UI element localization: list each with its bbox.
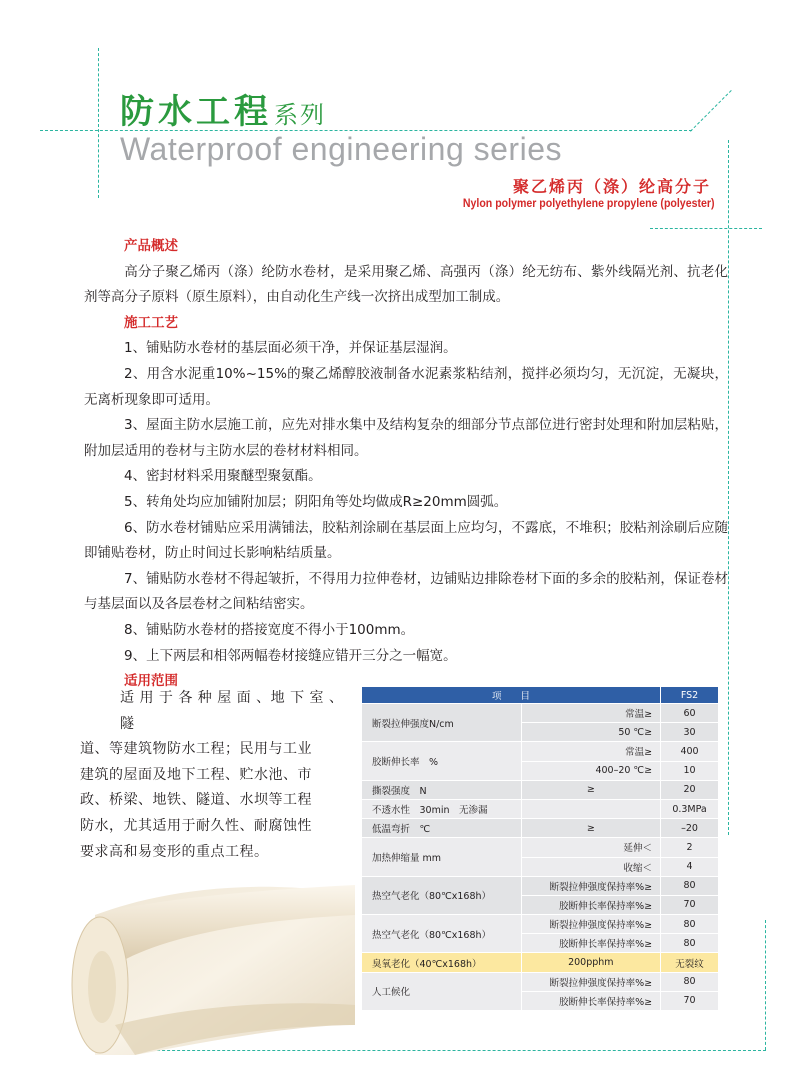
table-row xyxy=(362,704,719,723)
product-name-english: Nylon polymer polyethylene propylene (polyester) xyxy=(463,198,715,210)
process-step-1 xyxy=(84,336,728,362)
page-title-english: Waterproof engineering series xyxy=(120,131,562,167)
frame-dashed-line-left-top xyxy=(98,48,99,198)
table-row xyxy=(362,915,719,934)
main-content xyxy=(84,234,728,695)
table-cell-cond: 收缩＜ xyxy=(521,857,661,876)
process-step-8 xyxy=(84,618,728,644)
process-step-text: 1、铺贴防水卷材的基层面必须干净，并保证基层湿润。 xyxy=(124,340,457,357)
table-cell-cond: 常温≥ xyxy=(521,742,661,761)
table-cell-value: 2 xyxy=(661,838,719,857)
table-cell-cond: 断裂拉伸强度保持率%≥ xyxy=(521,876,661,895)
table-header-value: FS2 xyxy=(661,687,719,704)
process-step-text: 2、用含水泥重10%~15%的聚乙烯醇胶液制备水泥素浆粘结剂，搅拌必须均匀，无沉淀，无凝块，无离析现象即可适用。 xyxy=(84,365,728,408)
table-cell-value: 0.3MPa xyxy=(661,799,719,818)
table-row xyxy=(362,799,719,818)
table-row xyxy=(362,780,719,799)
table-cell-cond: 胶断伸长率保持率%≥ xyxy=(521,934,661,953)
process-step-text: 5、转角处均应加铺附加层；阴阳角等处均做成R≥20mm圆弧。 xyxy=(124,493,508,510)
scope-line: 防水，尤其适用于耐久性、耐腐蚀性 xyxy=(80,817,312,834)
table-cell-name: 撕裂强度 N xyxy=(362,780,522,799)
process-heading: 施工工艺 xyxy=(124,314,178,331)
page-title xyxy=(120,84,326,133)
membrane-roll-core xyxy=(88,951,116,1023)
scope-line: 适 用 于 各 种 屋 面 、地 下 室 、隧 xyxy=(120,690,344,732)
table-cell-value: 80 xyxy=(661,934,719,953)
table-header-row xyxy=(362,687,719,704)
process-step-text: 6、防水卷材铺贴应采用满铺法，胶粘剂涂刷在基层面上应均匀，不露底，不堆积；胶粘剂涂刷后应随即铺贴卷材，防止时间过长影响粘结质量。 xyxy=(84,519,728,562)
scope-line: 要求高和易变形的重点工程。 xyxy=(80,843,269,860)
table-cell-value: 无裂纹 xyxy=(661,953,719,972)
table-cell-cond: 50 ℃≥ xyxy=(521,723,661,742)
table-cell-cond: ≥ xyxy=(521,780,661,799)
table-cell-cond: 胶断伸长率保持率%≥ xyxy=(521,895,661,914)
table-cell-name: 低温弯折 ℃ xyxy=(362,819,522,838)
process-step-7 xyxy=(84,567,728,618)
frame-dashed-line-bottom-right xyxy=(765,920,766,1050)
scope-text xyxy=(80,686,350,865)
table-row xyxy=(362,876,719,895)
table-cell-name: 加热伸缩量 mm xyxy=(362,838,522,876)
table-cell-name: 臭氧老化（40℃x168h） xyxy=(362,953,522,972)
table-cell-value: 70 xyxy=(661,991,719,1010)
table-cell-value: 400 xyxy=(661,742,719,761)
table-cell-name: 断裂拉伸强度N/cm xyxy=(362,704,522,742)
table-row-highlight xyxy=(362,953,719,972)
process-step-text: 9、上下两层和相邻两幅卷材接缝应错开三分之一幅宽。 xyxy=(124,647,457,664)
title-main: 防水工程 xyxy=(120,92,272,132)
overview-heading: 产品概述 xyxy=(124,238,178,254)
process-step-9 xyxy=(84,644,728,670)
overview-text xyxy=(84,260,728,311)
title-series: 系列 xyxy=(274,101,326,129)
table-cell-value: 4 xyxy=(661,857,719,876)
table-cell-value: 70 xyxy=(661,895,719,914)
process-step-6 xyxy=(84,516,728,567)
table-row xyxy=(362,972,719,991)
table-cell-cond: ≥ xyxy=(521,819,661,838)
table-cell-name: 热空气老化（80℃x168h） xyxy=(362,915,522,953)
process-step-text: 3、屋面主防水层施工前，应先对排水集中及结构复杂的细部分节点部位进行密封处理和附加层粘贴，附加层适用的卷材与主防水层的卷材材料相同。 xyxy=(84,417,728,459)
membrane-roll-image xyxy=(55,875,365,1055)
table-cell-name: 热空气老化（80℃x168h） xyxy=(362,876,522,914)
table-cell-cond: 延伸＜ xyxy=(521,838,661,857)
table-cell-name: 人工候化 xyxy=(362,972,522,1010)
table-cell-cond: 400–20 ℃≥ xyxy=(521,761,661,780)
table-cell-name: 不透水性 30min 无渗漏 xyxy=(362,799,522,818)
spec-table xyxy=(361,686,719,1011)
table-cell-value: 80 xyxy=(661,972,719,991)
overview-body: 高分子聚乙烯丙（涤）纶防水卷材，是采用聚乙烯、高强丙（涤）纶无纺布、紫外线隔光剂、抗老化剂等高分子原料（原生原料），由自动化生产线一次挤出成型加工制成。 xyxy=(84,263,728,306)
table-cell-cond: 常温≥ xyxy=(521,704,661,723)
table-cell-value: –20 xyxy=(661,819,719,838)
scope-line: 建筑的屋面及地下工程、贮水池、市 xyxy=(80,766,312,783)
table-cell-cond: 胶断伸长率保持率%≥ xyxy=(521,991,661,1010)
frame-dashed-line-mid xyxy=(650,228,762,229)
frame-dashed-line-right xyxy=(728,140,729,835)
table-cell-value: 30 xyxy=(661,723,719,742)
table-row xyxy=(362,819,719,838)
table-cell-value: 80 xyxy=(661,915,719,934)
table-cell-cond: 断裂拉伸强度保持率%≥ xyxy=(521,972,661,991)
scope-line: 道、等建筑物防水工程；民用与工业 xyxy=(80,741,312,758)
product-name: 聚乙烯丙（涤）纶高分子 xyxy=(512,177,711,196)
process-step-text: 7、铺贴防水卷材不得起皱折，不得用力拉伸卷材，边铺贴边排除卷材下面的多余的胶粘剂，保证卷材与基层面以及各层卷材之间粘结密实。 xyxy=(84,570,728,613)
table-cell-value: 80 xyxy=(661,876,719,895)
table-cell-value: 60 xyxy=(661,704,719,723)
scope-line: 政、桥梁、地铁、隧道、水坝等工程 xyxy=(80,792,312,809)
process-step-5 xyxy=(84,490,728,516)
table-cell-cond xyxy=(521,799,661,818)
table-header-item: 项 目 xyxy=(362,687,661,704)
process-step-text: 8、铺贴防水卷材的搭接宽度不得小于100mm。 xyxy=(124,621,415,638)
table-row xyxy=(362,838,719,857)
table-cell-name: 胶断伸长率 % xyxy=(362,742,522,780)
frame-dashed-line-diagonal xyxy=(690,90,732,132)
table-cell-cond: 200pphm xyxy=(521,953,661,972)
table-cell-cond: 断裂拉伸强度保持率%≥ xyxy=(521,915,661,934)
scope-heading: 适用范围 xyxy=(124,673,178,690)
process-step-text: 4、密封材料采用聚醚型聚氨酯。 xyxy=(124,468,322,485)
process-step-4 xyxy=(84,464,728,490)
table-cell-value: 20 xyxy=(661,780,719,799)
process-step-2 xyxy=(84,362,728,413)
table-cell-value: 10 xyxy=(661,761,719,780)
process-step-3 xyxy=(84,413,728,464)
table-row xyxy=(362,742,719,761)
